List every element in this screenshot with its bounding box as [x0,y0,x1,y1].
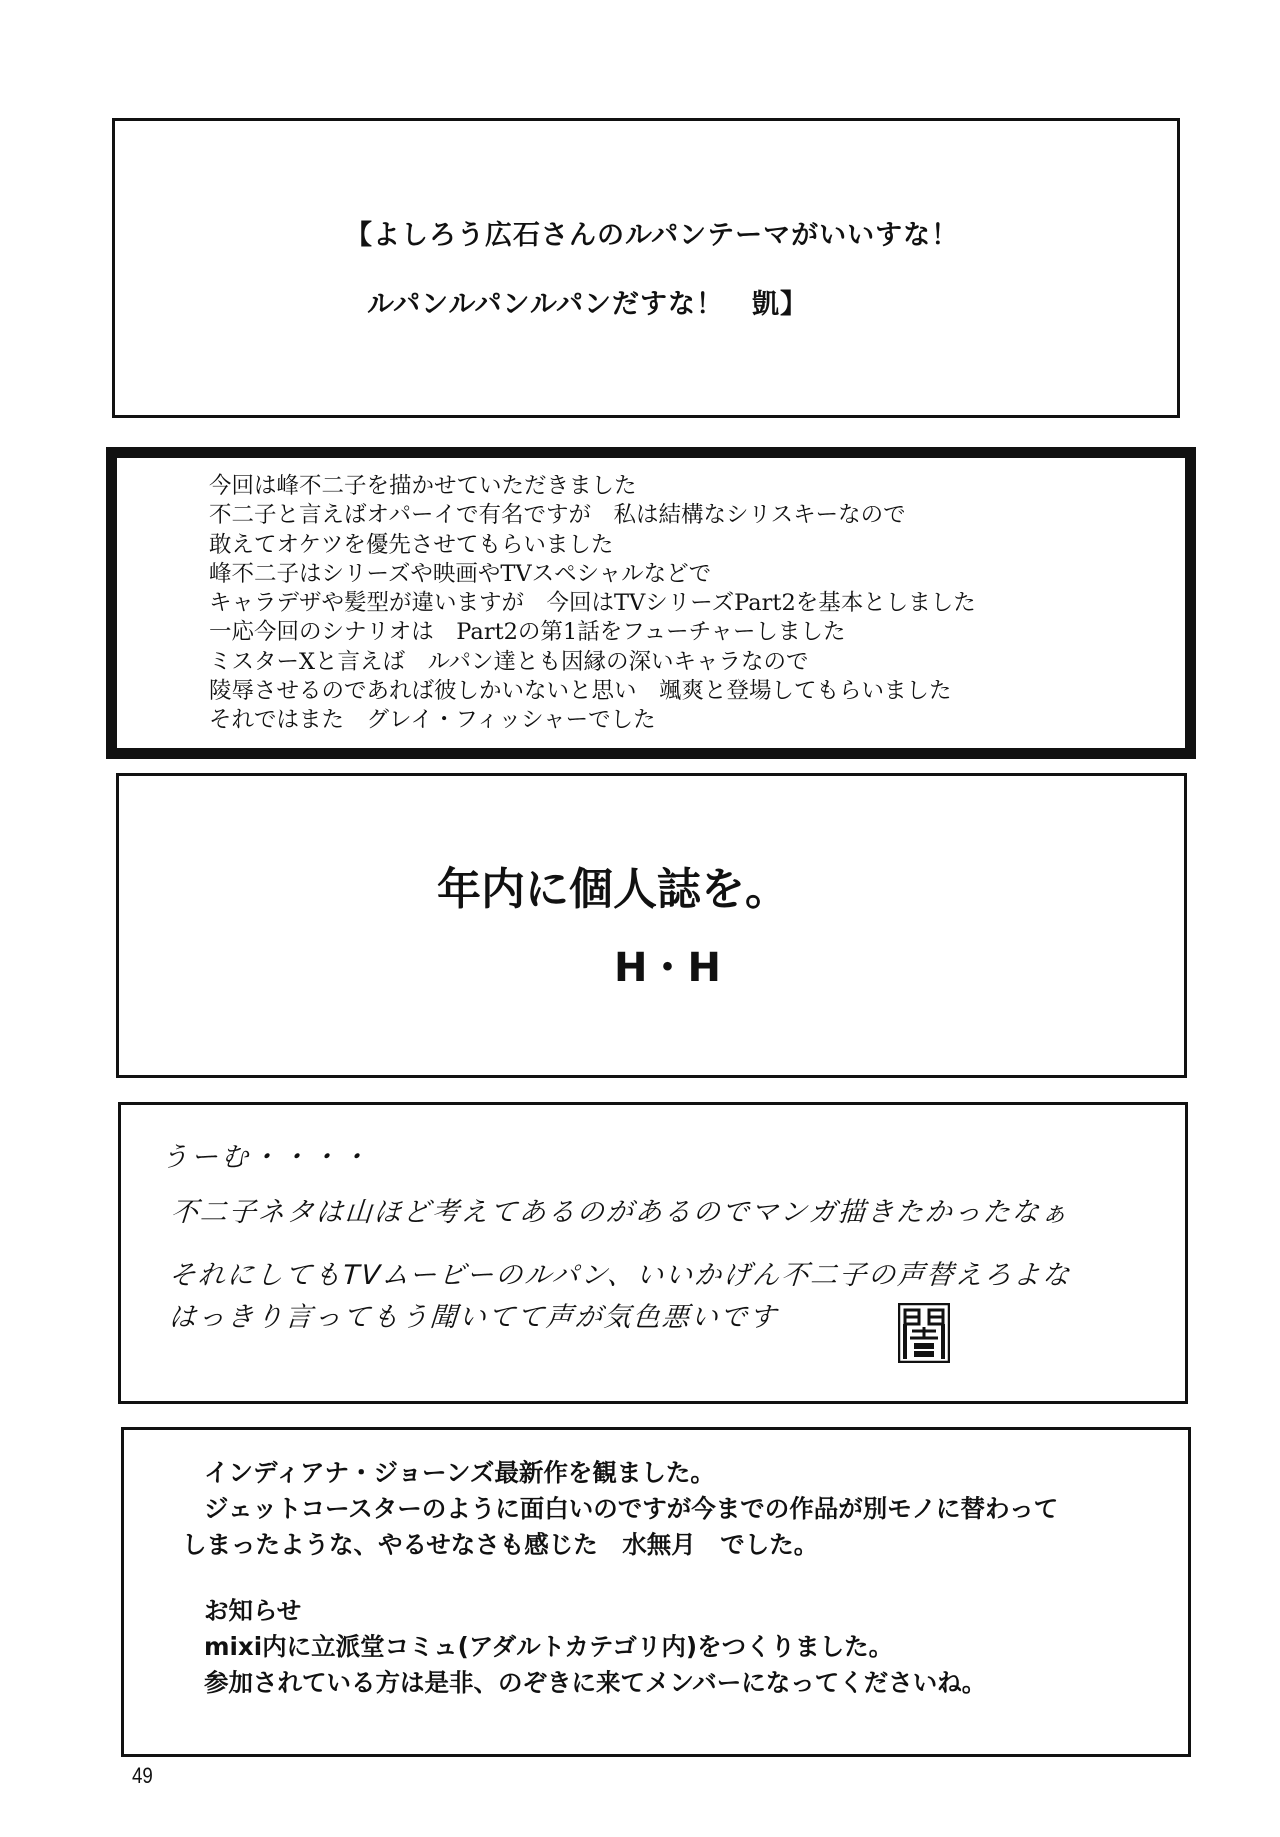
notice-heading: お知らせ [204,1596,302,1625]
comment-line: ジェットコースターのように面白いのですが今までの作品が別モノに替わって [204,1494,1059,1523]
comment-headline: 年内に個人誌を。 [437,864,789,915]
page-number: 49 [132,1763,153,1788]
comment-box-hh [116,773,1187,1078]
handwritten-line-3: それにしてもTVムービーのルパン、いいかげん不二子の声替えろよな [167,1260,1073,1291]
comment-line: 峰不二子はシリーズや映画やTVスペシャルなどで [209,560,712,587]
handwritten-line-4: はっきり言ってもう聞いてて声が気色悪いです [167,1302,779,1333]
handwritten-line-2: 不二子ネタは山ほど考えてあるのがあるのでマンガ描きたかったなぁ [169,1197,1071,1228]
seal-stamp-icon [898,1303,950,1363]
comment-line: キャラデザや髪型が違いますが 今回はTVシリーズPart2を基本としました [209,590,976,617]
comment-line: それではまた グレイ・フィッシャーでした [209,707,656,734]
comment-line-2: ルパンルパンルパンだすな！ 凱】 [367,289,808,320]
comment-line: しまったような、やるせなさも感じた 水無月 でした。 [182,1530,819,1559]
comment-line-1: 【よしろう広石さんのルパンテーマがいいすな！ [345,220,960,251]
notice-line: 参加されている方は是非、のぞきに来てメンバーになってくださいね。 [204,1668,987,1697]
comment-line: 一応今回のシナリオは Part2の第1話をフューチャーしました [209,619,846,646]
comment-paragraph [182,1455,1058,1701]
comment-box-minazuki [121,1427,1191,1757]
comment-paragraph [209,472,976,736]
comment-line: ミスターXと言えば ルパン達とも因縁の深いキャラなので [209,648,809,675]
comment-line: 今回は峰不二子を描かせていただきました [209,473,637,499]
comment-line: 敢えてオケツを優先させてもらいました [209,531,614,558]
comment-line: 陵辱させるのであれば彼しかいないと思い 颯爽と登場してもらいました [209,678,952,705]
comment-box-gai [112,118,1180,418]
comment-signature: H・H [614,945,721,991]
notice-line: mixi内に立派堂コミュ(アダルトカテゴリ内)をつくりました。 [204,1632,894,1661]
handwritten-line-1: うーむ・・・・ [159,1142,372,1173]
comment-box-handwritten [118,1102,1188,1404]
comment-line: 不二子と言えばオパーイで有名ですが 私は結構なシリスキーなので [209,502,906,529]
comment-box-gray-fisher [106,447,1196,759]
comment-line: インディアナ・ジョーンズ最新作を観ました。 [204,1458,715,1487]
